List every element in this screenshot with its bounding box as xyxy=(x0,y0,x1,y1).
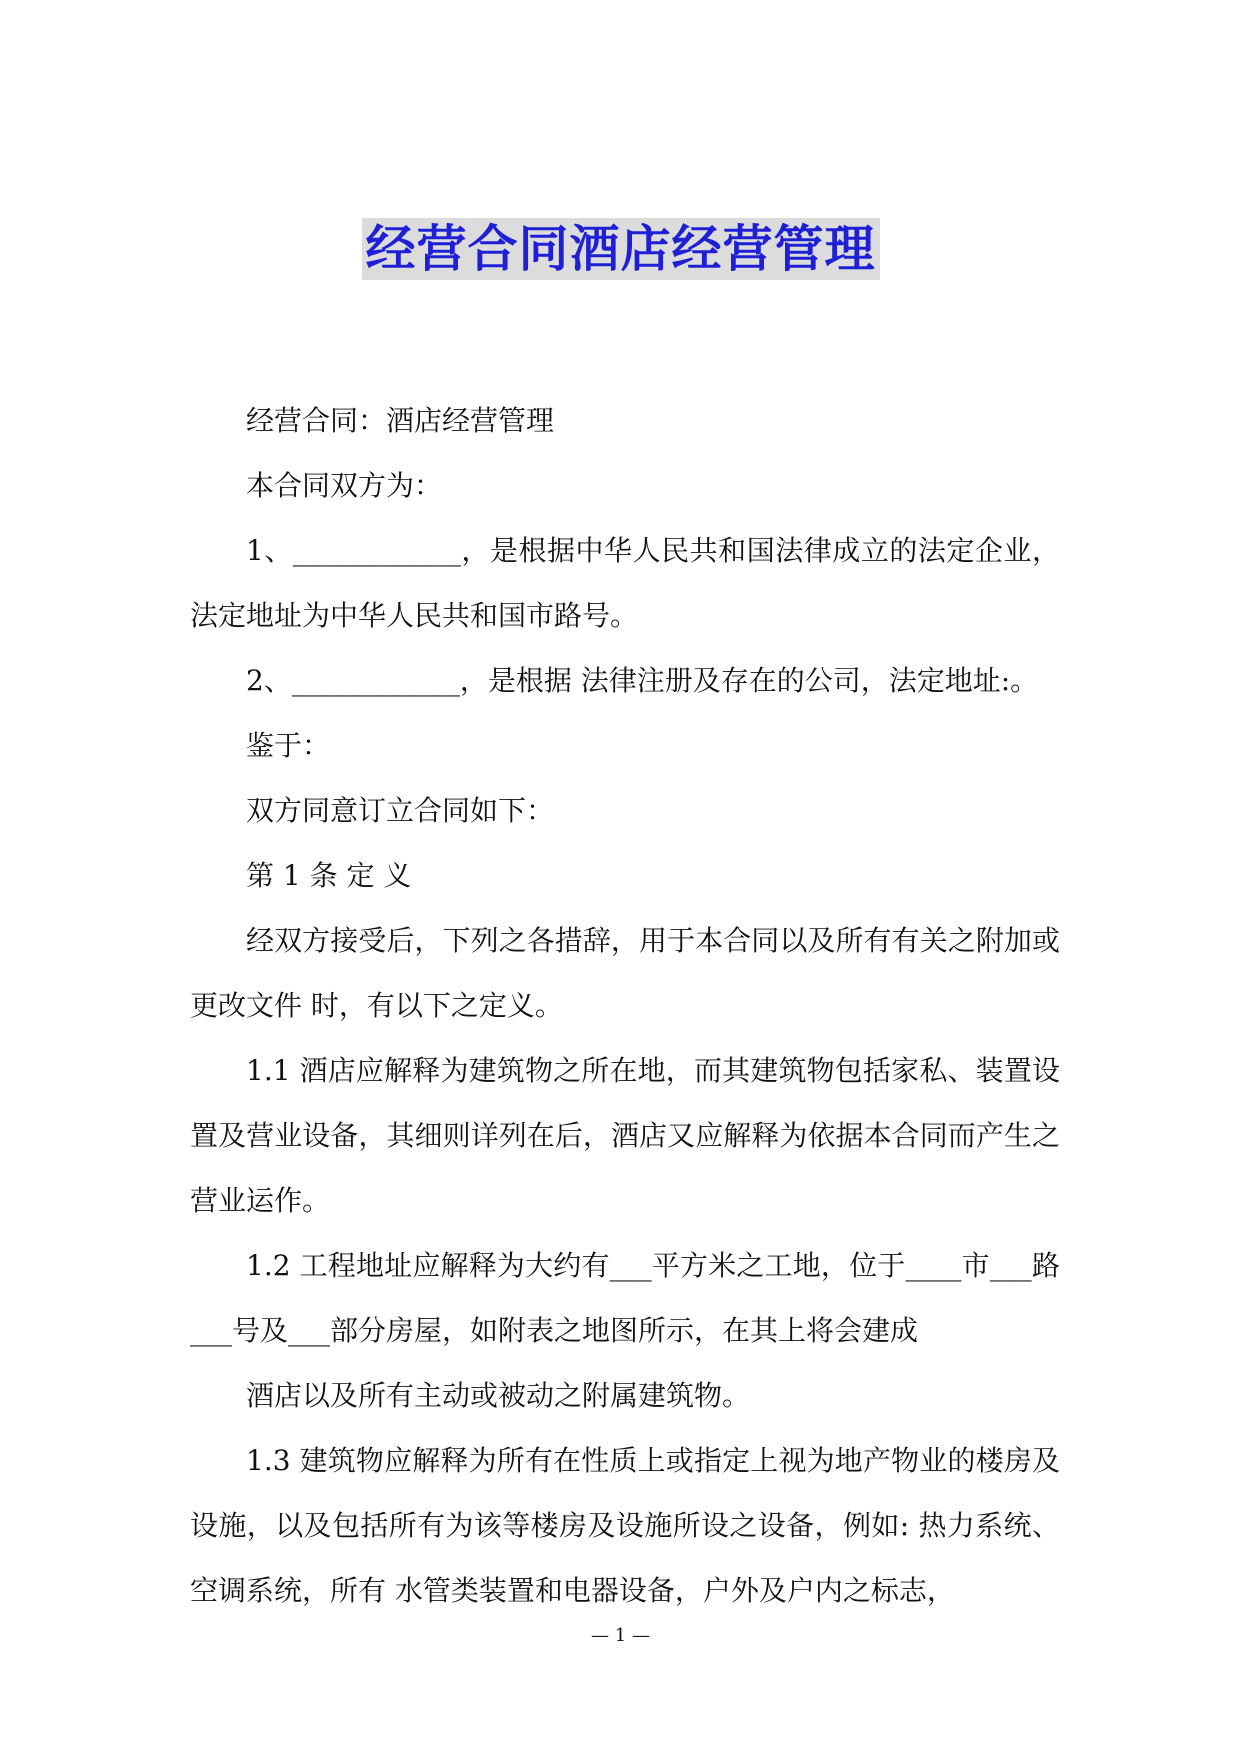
page-number: — 1 — xyxy=(591,1625,650,1646)
article-1-heading: 第 1 条 定 义 xyxy=(246,859,412,892)
document-title: 经营合同酒店经营管理 xyxy=(362,218,880,280)
title-container xyxy=(0,218,1241,280)
paragraph-whereas: 鉴于： xyxy=(246,729,331,762)
clause-1-2-continued: 酒店以及所有主动或被动之附属建筑物。 xyxy=(246,1379,751,1412)
paragraph-definitions-intro: 经双方接受后，下列之各措辞，用于本合同以及所有有关之附加或更改文件 时，有以下之定义。 xyxy=(190,924,1060,1022)
clause-1-1: 1.1 酒店应解释为建筑物之所在地，而其建筑物包括家私、装置设置及营业设备，其细则详列在后，酒店又应解释为依据本合同而产生之营业运作。 xyxy=(190,1054,1060,1217)
paragraph-heading: 经营合同：酒店经营管理 xyxy=(246,404,555,437)
paragraph-agreement: 双方同意订立合同如下： xyxy=(246,794,555,827)
clause-1-2: 1.2 工程地址应解释为大约有___平方米之工地，位于____市___路___号及___部分房屋，如附表之地图所示，在其上将会建成 xyxy=(190,1249,1060,1347)
paragraph-party-1: 1、____________，是根据中华人民共和国法律成立的法定企业，法定地址为中华人民共和国市路号。 xyxy=(190,534,1060,632)
paragraph-parties-intro: 本合同双方为： xyxy=(246,469,443,502)
paragraph-party-2: 2、____________，是根据 法律注册及存在的公司，法定地址:。 xyxy=(246,664,1039,697)
clause-1-3: 1.3 建筑物应解释为所有在性质上或指定上视为地产物业的楼房及设施，以及包括所有为该等楼房及设施所设之设备，例如: 热力系统、空调系统，所有 水管类装置和电器设备，户外及户内之标志， xyxy=(190,1444,1060,1607)
document-body xyxy=(190,388,1060,1623)
